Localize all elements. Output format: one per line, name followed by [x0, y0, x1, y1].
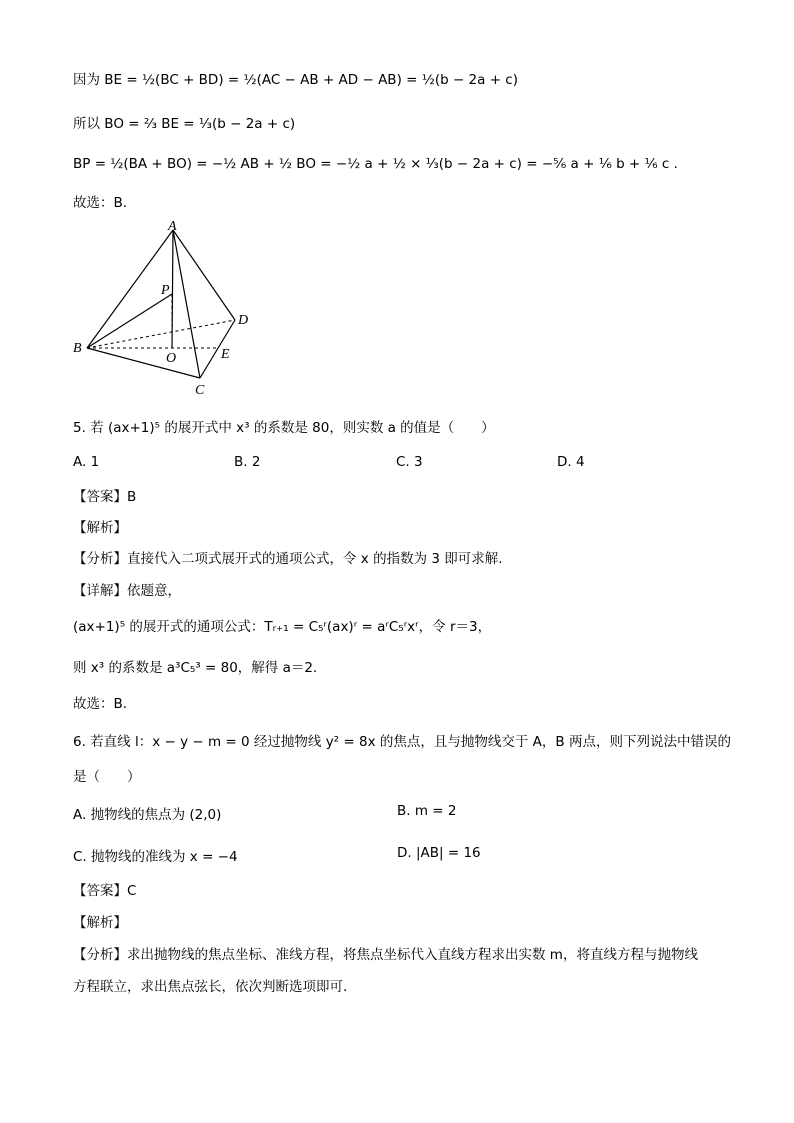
label-a: A — [168, 219, 177, 234]
q5-detail-2: 则 x³ 的系数是 a³C₅³ = 80，解得 a＝2. — [73, 660, 318, 676]
q6-analysis-1: 【分析】求出抛物线的焦点坐标、准线方程，将焦点坐标代入直线方程求出实数 m，将直线方程与抛物线 — [73, 947, 698, 963]
q5-answer: 【答案】B — [73, 489, 137, 505]
q5-option-c: C. 3 — [396, 454, 423, 470]
solution-line-1: 因为 BE = ½(BC + BD) = ½(AC − AB + AD − AB) = ½(b − 2a + c) — [73, 72, 518, 88]
label-o: O — [166, 351, 177, 366]
q6-option-a: A. 抛物线的焦点为 (2,0) — [73, 807, 222, 823]
question-6-stem-2: 是（ ） — [73, 769, 141, 785]
q5-analysis: 【分析】直接代入二项式展开式的通项公式，令 x 的指数为 3 即可求解. — [73, 551, 503, 567]
q5-option-a: A. 1 — [73, 454, 100, 470]
q5-analysis-title: 【解析】 — [73, 520, 127, 536]
solution-line-2: 所以 BO = ⅔ BE = ⅓(b − 2a + c) — [73, 116, 296, 132]
q6-answer: 【答案】C — [73, 883, 137, 899]
question-6-stem-1: 6. 若直线 l：x − y − m = 0 经过抛物线 y² = 8x 的焦点，且与抛物线交于 A，B 两点，则下列说法中错误的 — [73, 734, 731, 750]
q6-analysis-title: 【解析】 — [73, 915, 127, 931]
label-e: E — [221, 347, 230, 362]
q6-option-d: D. |AB| = 16 — [397, 845, 481, 861]
q6-analysis-2: 方程联立，求出焦点弦长，依次判断选项即可. — [73, 979, 348, 995]
tetrahedron-figure — [60, 218, 270, 400]
label-b: B — [73, 341, 82, 356]
q5-option-b: B. 2 — [234, 454, 261, 470]
label-c: C — [195, 383, 205, 398]
solution-line-3: BP = ½(BA + BO) = −½ AB + ½ BO = −½ a + ½ × ⅓(b − 2a + c) = −⅚ a + ⅙ b + ⅙ c . — [73, 156, 678, 172]
label-p: P — [161, 283, 170, 298]
edge-ac — [173, 230, 200, 378]
q5-option-d: D. 4 — [557, 454, 585, 470]
question-5-stem: 5. 若 (ax+1)⁵ 的展开式中 x³ 的系数是 80，则实数 a 的值是（ ） — [73, 420, 495, 436]
q5-detail-title: 【详解】依题意， — [73, 583, 181, 599]
q5-choose: 故选：B. — [73, 696, 128, 712]
edge-ad — [173, 230, 235, 320]
label-d: D — [238, 313, 249, 328]
q5-detail-1: (ax+1)⁵ 的展开式的通项公式：Tᵣ₊₁ = C₅ʳ(ax)ʳ = aʳC₅ʳxʳ，令 r＝3， — [73, 619, 492, 635]
q6-option-b: B. m = 2 — [397, 803, 457, 819]
solution-choose-b: 故选：B. — [73, 195, 128, 211]
edge-cd — [200, 320, 235, 378]
edge-bc — [87, 348, 200, 378]
q6-option-c: C. 抛物线的准线为 x = −4 — [73, 849, 238, 865]
